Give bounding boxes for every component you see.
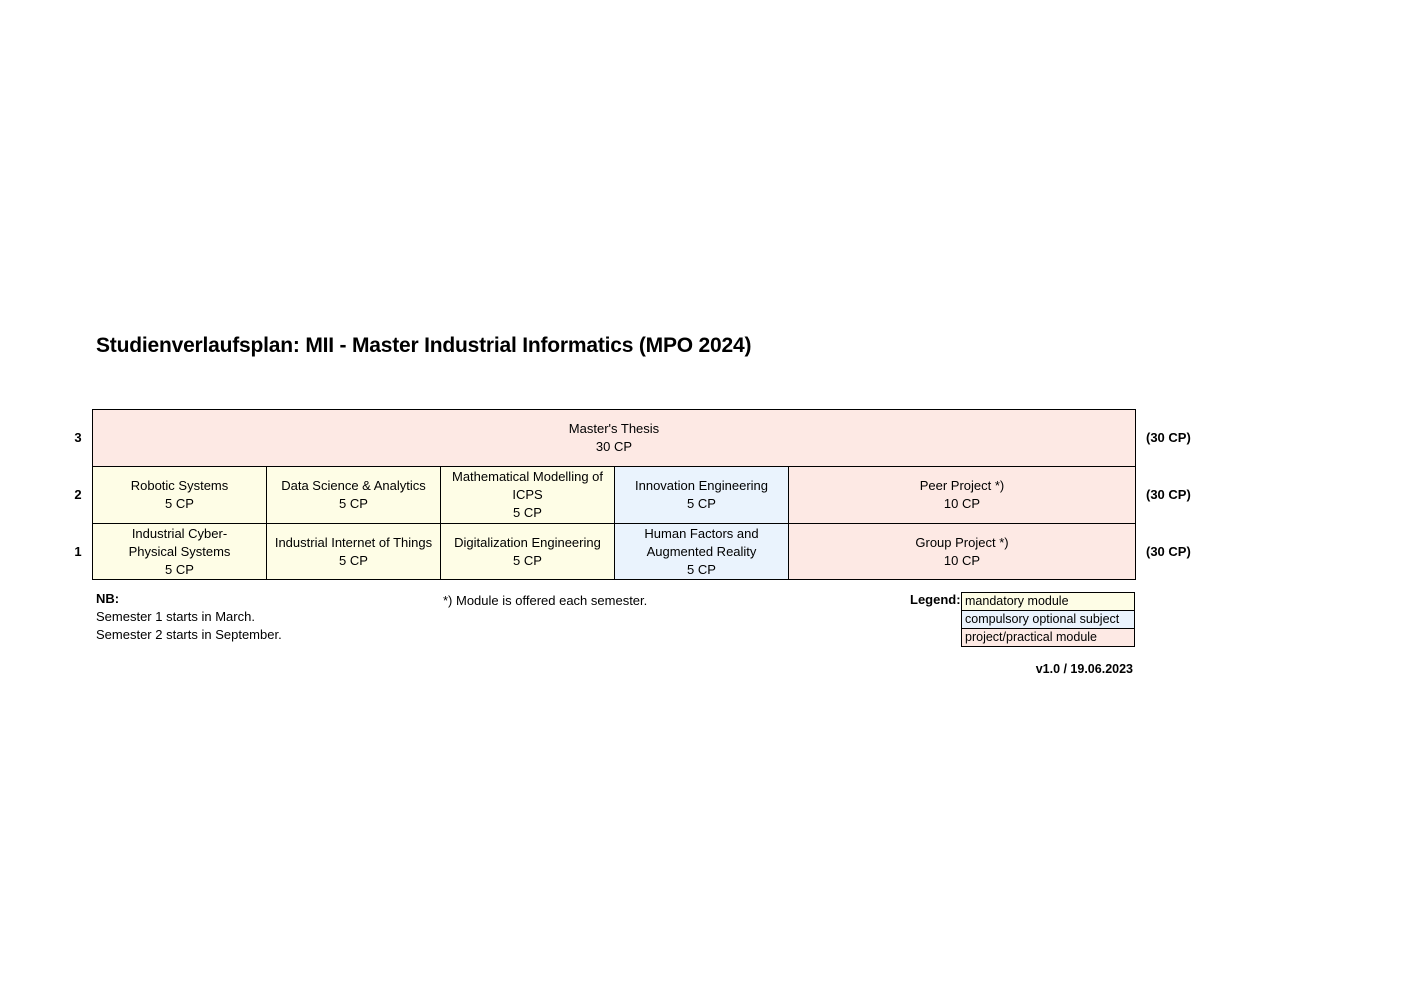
semester-credits-1: (30 CP) (1146, 544, 1191, 559)
semester-label-2: 2 (74, 487, 82, 502)
semester-credits-3: (30 CP) (1146, 430, 1191, 445)
module-cp: 5 CP (513, 505, 542, 520)
notes-heading: NB: (96, 591, 120, 606)
module-cp: 5 CP (687, 496, 716, 511)
legend (961, 592, 1135, 647)
module-cp: 5 CP (339, 496, 368, 511)
module-group-project (789, 524, 1135, 579)
module-name: Mathematical Modelling of ICPS (451, 469, 604, 502)
legend-item-project: project/practical module (962, 629, 1134, 646)
module-data-science (267, 467, 441, 524)
legend-label: Legend: (910, 592, 961, 607)
module-name: Group Project *) (915, 534, 1009, 550)
note-line: Semester 1 starts in March. (96, 609, 255, 624)
module-name: Master's Thesis (568, 421, 660, 436)
module-name: Human Factors and Augmented Reality (644, 525, 759, 559)
module-mathematical-modelling (441, 467, 615, 524)
module-digitalization-engineering (441, 524, 615, 579)
module-name: Digitalization Engineering (454, 534, 601, 550)
module-name: Industrial Internet of Things (274, 534, 433, 550)
module-human-factors (615, 524, 789, 579)
study-plan-grid (92, 409, 1136, 580)
module-name: Industrial Cyber-Physical Systems (128, 525, 231, 559)
module-robotic-systems (93, 467, 267, 524)
module-industrial-iot (267, 524, 441, 579)
module-cp: 5 CP (513, 552, 542, 568)
legend-item-mandatory: mandatory module (962, 593, 1134, 611)
module-innovation-engineering (615, 467, 789, 524)
module-name: Robotic Systems (130, 478, 229, 493)
semester-label-1: 1 (74, 544, 82, 559)
module-industrial-cps (93, 524, 267, 579)
semester-label-3: 3 (74, 430, 82, 445)
module-masters-thesis (93, 410, 1135, 467)
footnote: *) Module is offered each semester. (443, 593, 648, 608)
module-name: Innovation Engineering (635, 478, 768, 493)
module-cp: 30 CP (595, 439, 633, 454)
legend-item-optional: compulsory optional subject (962, 611, 1134, 629)
module-cp: 5 CP (687, 561, 716, 577)
module-cp: 10 CP (943, 552, 981, 568)
module-cp: 10 CP (943, 496, 981, 511)
module-cp: 5 CP (339, 552, 368, 568)
semester-credits-2: (30 CP) (1146, 487, 1191, 502)
notes (96, 590, 282, 644)
module-peer-project (789, 467, 1135, 524)
version-label: v1.0 / 19.06.2023 (1035, 662, 1133, 676)
note-line: Semester 2 starts in September. (96, 627, 282, 642)
module-cp: 5 CP (165, 496, 194, 511)
module-name: Peer Project *) (919, 478, 1005, 493)
module-name: Data Science & Analytics (281, 478, 426, 493)
module-cp: 5 CP (165, 561, 194, 577)
page-title: Studienverlaufsplan: MII - Master Industrial Informatics (MPO 2024) (96, 334, 752, 357)
